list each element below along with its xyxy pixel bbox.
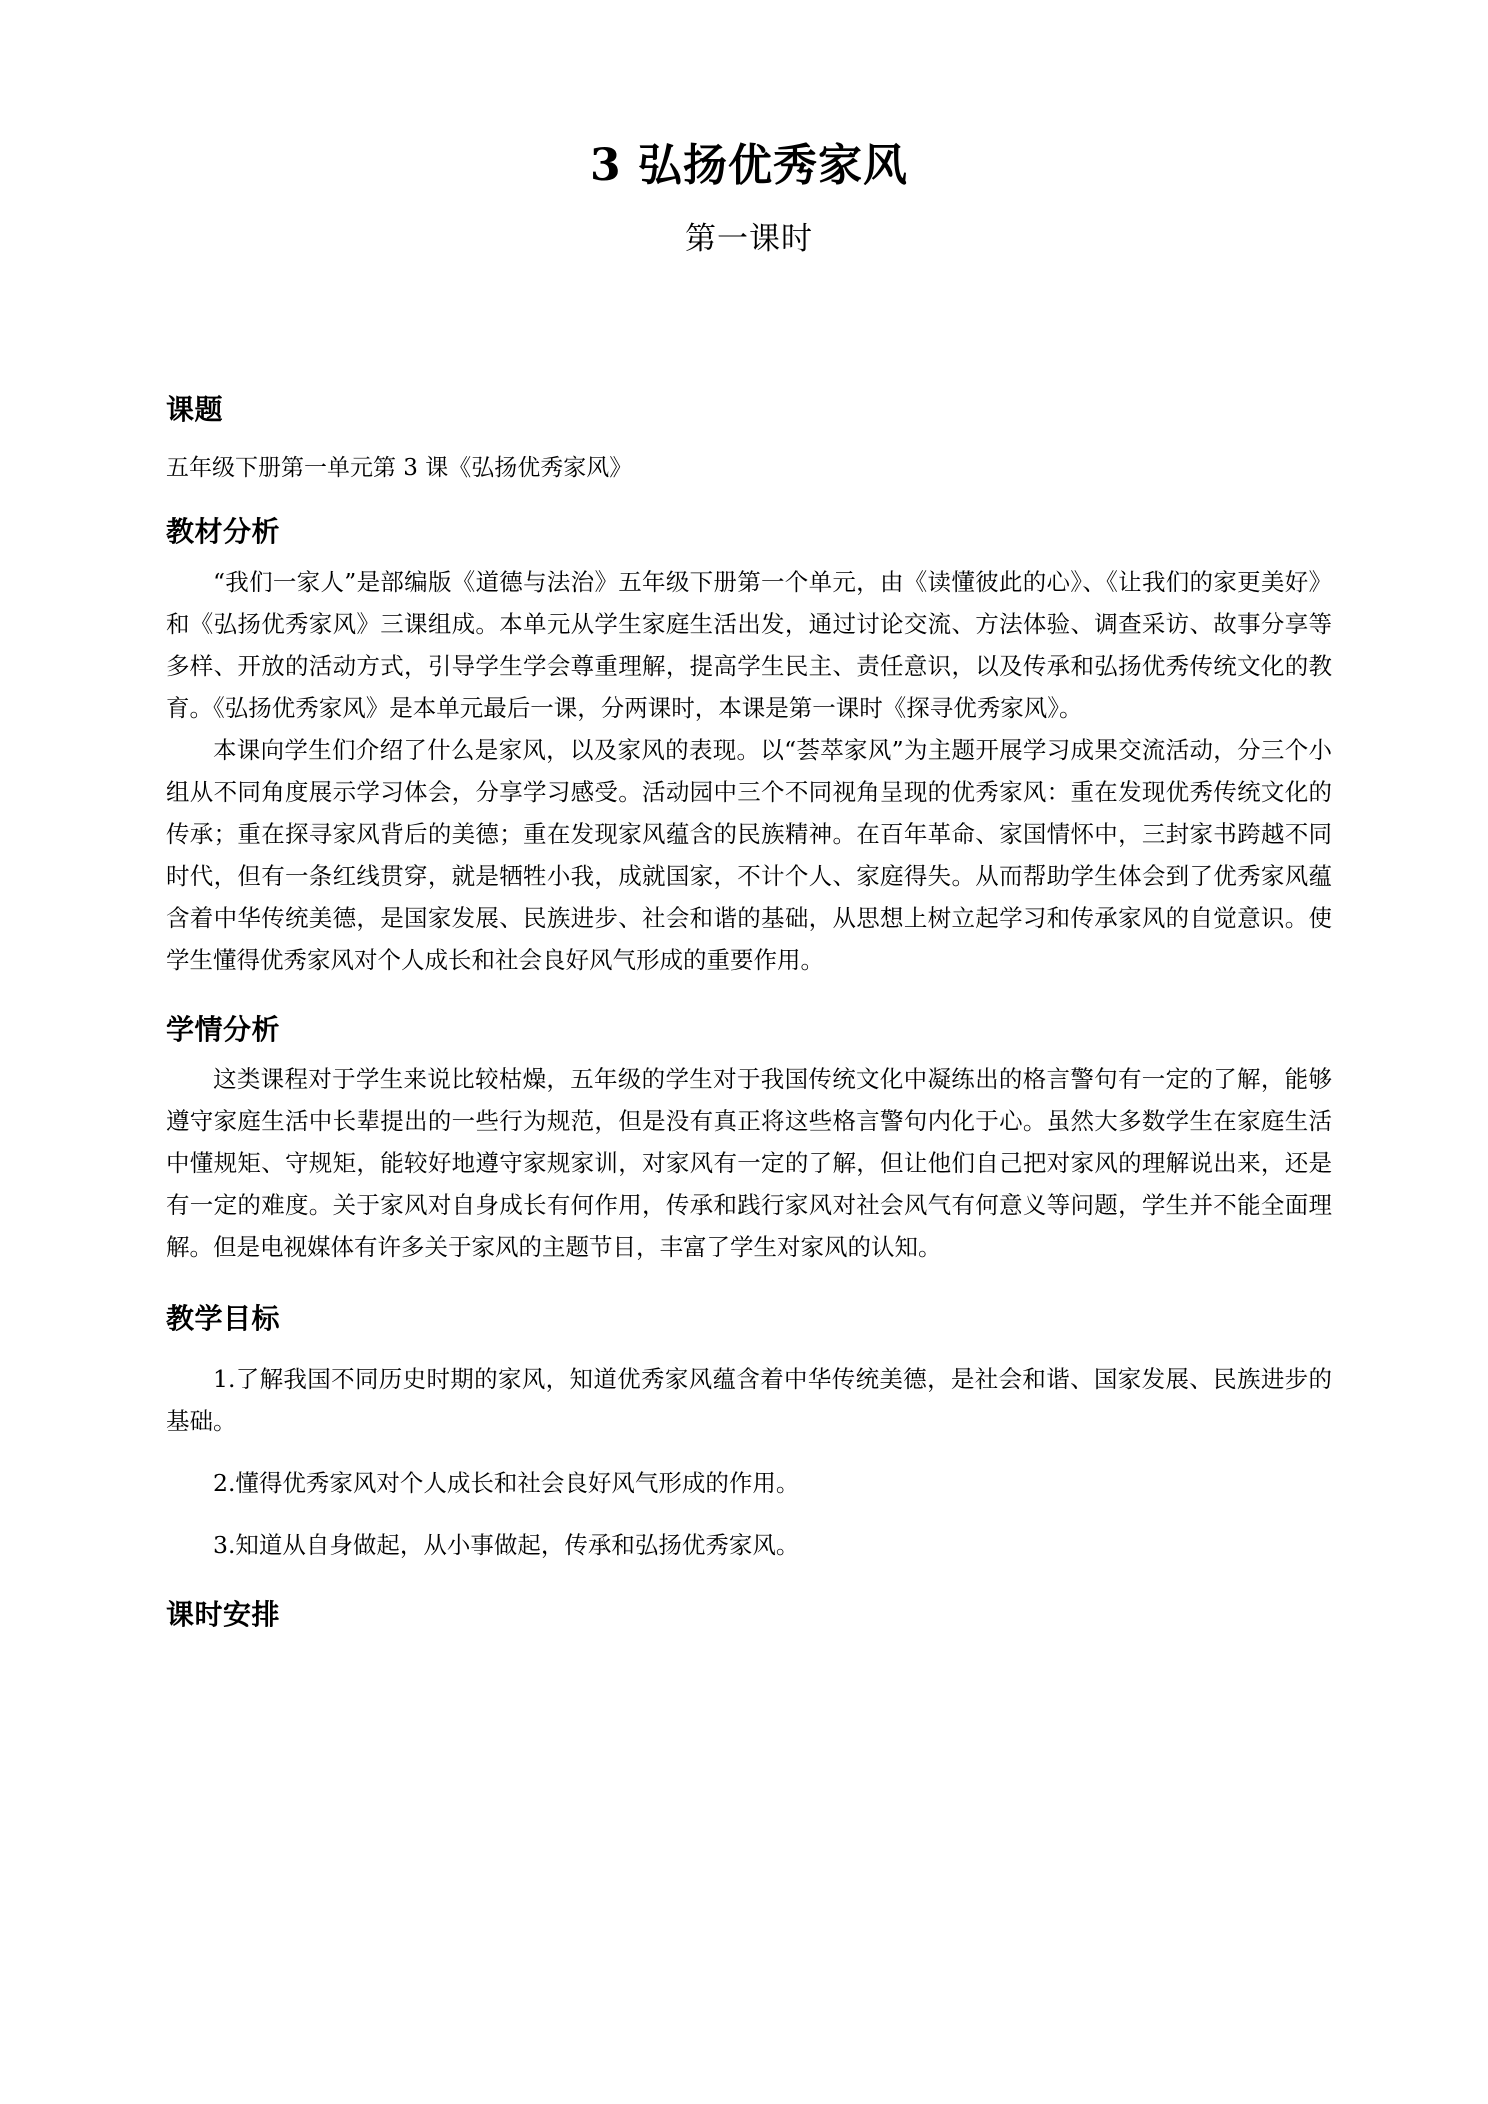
section-heading-xueqing-fenxi: 学情分析 bbox=[166, 1012, 281, 1046]
document-content bbox=[166, 0, 1332, 1634]
page-subtitle: 第一课时 bbox=[685, 221, 813, 257]
jiaocai-fenxi-paragraph-1: “我们一家人”是部编版《道德与法治》五年级下册第一个单元，由《读懂彼此的心》、《让我们的家更美好》和《弘扬优秀家风》三课组成。本单元从学生家庭生活出发，通过讨论交流、方法体验、调查采访、故事分享等多样、开放的活动方式，引导学生学会尊重理解，提高学生民主、责任意识，以及传承和弘扬优秀传统文化的教育。《弘扬优秀家风》是本单元最后一课，分两课时，本课是第一课时《探寻优秀家风》。 bbox=[166, 567, 1332, 722]
section-heading-jiaocai-fenxi: 教材分析 bbox=[166, 514, 281, 548]
page-title: 3 弘扬优秀家风 bbox=[590, 140, 908, 191]
section-heading-jiaoxue-mubiao: 教学目标 bbox=[166, 1302, 281, 1336]
keti-body-text: 五年级下册第一单元第 3 课《弘扬优秀家风》 bbox=[166, 455, 633, 482]
xueqing-fenxi-paragraph-1: 这类课程对于学生来说比较枯燥，五年级的学生对于我国传统文化中凝练出的格言警句有一定的了解，能够遵守家庭生活中长辈提出的一些行为规范，但是没有真正将这些格言警句内化于心。虽然大多数学生在家庭生活中懂规矩、守规矩，能较好地遵守家规家训，对家风有一定的了解，但让他们自己把对家风的理解说出来，还是有一定的难度。关于家风对自身成长有何作用，传承和践行家风对社会风气有何意义等问题，学生并不能全面理解。但是电视媒体有许多关于家风的主题节目，丰富了学生对家风的认知。 bbox=[166, 1065, 1332, 1262]
jiaoxue-mubiao-item-3: 3.知道从自身做起，从小事做起，传承和弘扬优秀家风。 bbox=[213, 1531, 800, 1560]
jiaoxue-mubiao-item-2: 2.懂得优秀家风对个人成长和社会良好风气形成的作用。 bbox=[213, 1469, 800, 1498]
section-heading-keti: 课题 bbox=[166, 393, 224, 427]
section-heading-keshi-anpai: 课时安排 bbox=[166, 1598, 281, 1632]
jiaoxue-mubiao-item-1: 1.了解我国不同历史时期的家风，知道优秀家风蕴含着中华传统美德，是社会和谐、国家发展、民族进步的基础。 bbox=[166, 1365, 1332, 1436]
jiaocai-fenxi-paragraph-2: 本课向学生们介绍了什么是家风，以及家风的表现。以“荟萃家风”为主题开展学习成果交流活动，分三个小组从不同角度展示学习体会，分享学习感受。活动园中三个不同视角呈现的优秀家风：重在发现优秀传统文化的传承；重在探寻家风背后的美德；重在发现家风蕴含的民族精神。在百年革命、家国情怀中，三封家书跨越不同时代，但有一条红线贯穿，就是牺牲小我，成就国家，不计个人、家庭得失。从而帮助学生体会到了优秀家风蕴含着中华传统美德，是国家发展、民族进步、社会和谐的基础，从思想上树立起学习和传承家风的自觉意识。使学生懂得优秀家风对个人成长和社会良好风气形成的重要作用。 bbox=[166, 735, 1332, 974]
